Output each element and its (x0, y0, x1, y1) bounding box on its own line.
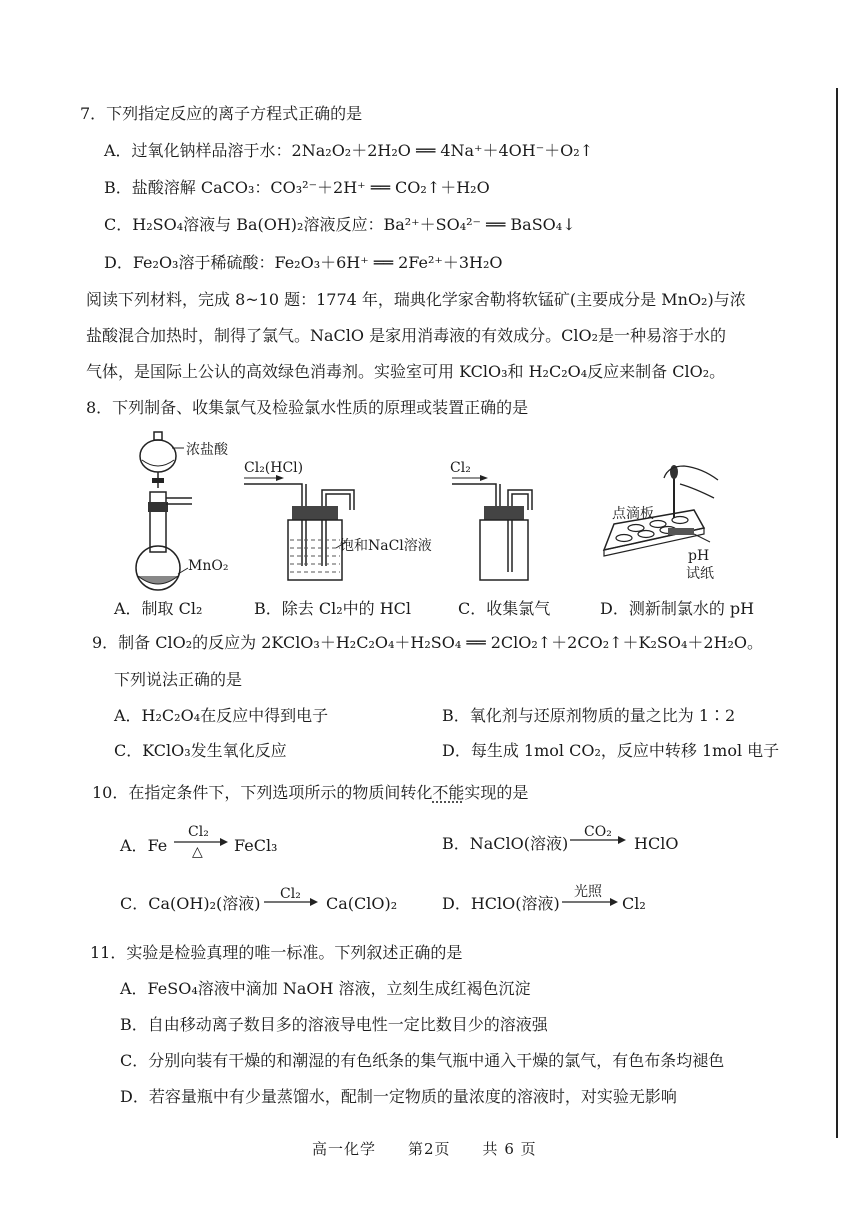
q9-stem: 9．制备 ClO₂的反应为 2KClO₃＋H₂C₂O₄＋H₂SO₄ ══ 2ClO₂↑＋2CO₂↑＋K₂SO₄＋2H₂O。 (92, 633, 764, 652)
page-border-line (836, 88, 838, 1138)
figure-c-collecting-bottle (448, 474, 548, 584)
q7-option-a: A．过氧化钠样品溶于水：2Na₂O₂＋2H₂O ══ 4Na⁺＋4OH⁻＋O₂↑ (104, 141, 594, 160)
figure-d-label-paper: 试纸 (686, 566, 714, 582)
q10-c-reactant: Ca(OH)₂(溶液) (148, 894, 261, 913)
q10-c-letter: C． (120, 894, 149, 913)
q10-c-condition-top: Cl₂ (280, 886, 301, 902)
q10-c-product: Ca(ClO)₂ (326, 894, 398, 913)
figure-d-label-ph: pH (688, 548, 710, 564)
figure-d-label-plate: 点滴板 (612, 506, 654, 522)
figure-a-label-hcl: 浓盐酸 (186, 442, 228, 458)
q10-b-reactant: NaClO(溶液) (469, 834, 569, 853)
figure-a-label-mno2: MnO₂ (188, 558, 229, 574)
q10-b-product: HClO (634, 834, 679, 853)
reading-line-2: 盐酸混合加热时，制得了氯气。NaClO 是家用消毒液的有效成分。ClO₂是一种易溶于水的 (86, 326, 726, 345)
reading-line-1: 阅读下列材料，完成 8~10 题：1774 年，瑞典化学家舍勒将软锰矿(主要成分是 MnO₂)与浓 (86, 290, 746, 309)
q10-a-condition-bottom: △ (192, 844, 203, 860)
figure-c-caption: C．收集氯气 (458, 599, 551, 618)
page-footer: 高一化学 第2页 共 6 页 (312, 1140, 537, 1158)
q9-option-d: D．每生成 1mol CO₂，反应中转移 1mol 电子 (442, 741, 780, 760)
q9-option-a: A．H₂C₂O₄在反应中得到电子 (114, 706, 329, 725)
q11-option-a: A．FeSO₄溶液中滴加 NaOH 溶液，立刻生成红褐色沉淀 (120, 979, 531, 998)
q8-stem: 8．下列制备、收集氯气及检验氯水性质的原理或装置正确的是 (86, 398, 529, 417)
figure-a-caption: A．制取 Cl₂ (114, 599, 203, 618)
q11-option-c: C．分别向装有干燥的和潮湿的有色纸条的集气瓶中通入干燥的氯气，有色布条均褪色 (120, 1051, 725, 1070)
q11-stem: 11．实验是检验真理的唯一标准。下列叙述正确的是 (90, 943, 463, 962)
q10-b-letter: B． (442, 834, 470, 853)
q10-d-product: Cl₂ (622, 894, 646, 913)
q10-stem (92, 783, 528, 803)
q11-option-b: B．自由移动离子数目多的溶液导电性一定比数目少的溶液强 (120, 1015, 548, 1034)
q7-stem: 7．下列指定反应的离子方程式正确的是 (80, 104, 363, 123)
q10-stem-pre: 10．在指定条件下，下列选项所示的物质间转化 (92, 783, 433, 802)
q10-a-product: FeCl₃ (234, 836, 278, 855)
reading-line-3: 气体，是国际上公认的高效绿色消毒剂。实验室可用 KClO₃和 H₂C₂O₄反应来制备 ClO₂。 (86, 362, 726, 381)
q10-d-condition-top: 光照 (574, 884, 602, 900)
figure-b-washing-bottle (240, 474, 390, 584)
q9-sub: 下列说法正确的是 (114, 670, 243, 689)
q10-option-a (120, 836, 167, 856)
q10-a-condition-top: Cl₂ (188, 824, 209, 840)
figure-b-label-gas: Cl₂(HCl) (244, 460, 304, 476)
q7-option-c: C．H₂SO₄溶液与 Ba(OH)₂溶液反应：Ba²⁺＋SO₄²⁻ ══ BaSO₄↓ (104, 215, 576, 234)
q7-option-b: B．盐酸溶解 CaCO₃：CO₃²⁻＋2H⁺ ══ CO₂↑＋H₂O (104, 178, 490, 197)
q10-a-reactant: Fe (147, 836, 168, 855)
q9-option-c: C．KClO₃发生氧化反应 (114, 741, 287, 760)
figure-c-label-gas: Cl₂ (450, 460, 471, 476)
q10-a-letter: A． (120, 836, 148, 855)
q10-d-reactant: HClO(溶液) (470, 894, 560, 913)
q10-option-c (120, 894, 261, 914)
q10-option-b (442, 834, 568, 854)
q10-b-condition-top: CO₂ (584, 824, 612, 840)
q7-option-d: D．Fe₂O₃溶于稀硫酸：Fe₂O₃＋6H⁺ ══ 2Fe²⁺＋3H₂O (104, 253, 503, 272)
figure-b-caption: B．除去 Cl₂中的 HCl (254, 599, 412, 618)
q10-stem-post: 实现的是 (464, 783, 529, 802)
q9-option-b: B．氧化剂与还原剂物质的量之比为 1∶2 (442, 706, 736, 725)
figure-b-label-solution: 饱和NaCl溶液 (340, 538, 432, 554)
q10-stem-emphasis: 不能 (432, 783, 465, 802)
figure-d-caption: D．测新制氯水的 pH (600, 599, 755, 618)
q11-option-d: D．若容量瓶中有少量蒸馏水，配制一定物质的量浓度的溶液时，对实验无影响 (120, 1087, 677, 1106)
q10-d-letter: D． (442, 894, 471, 913)
q10-option-d (442, 894, 560, 914)
